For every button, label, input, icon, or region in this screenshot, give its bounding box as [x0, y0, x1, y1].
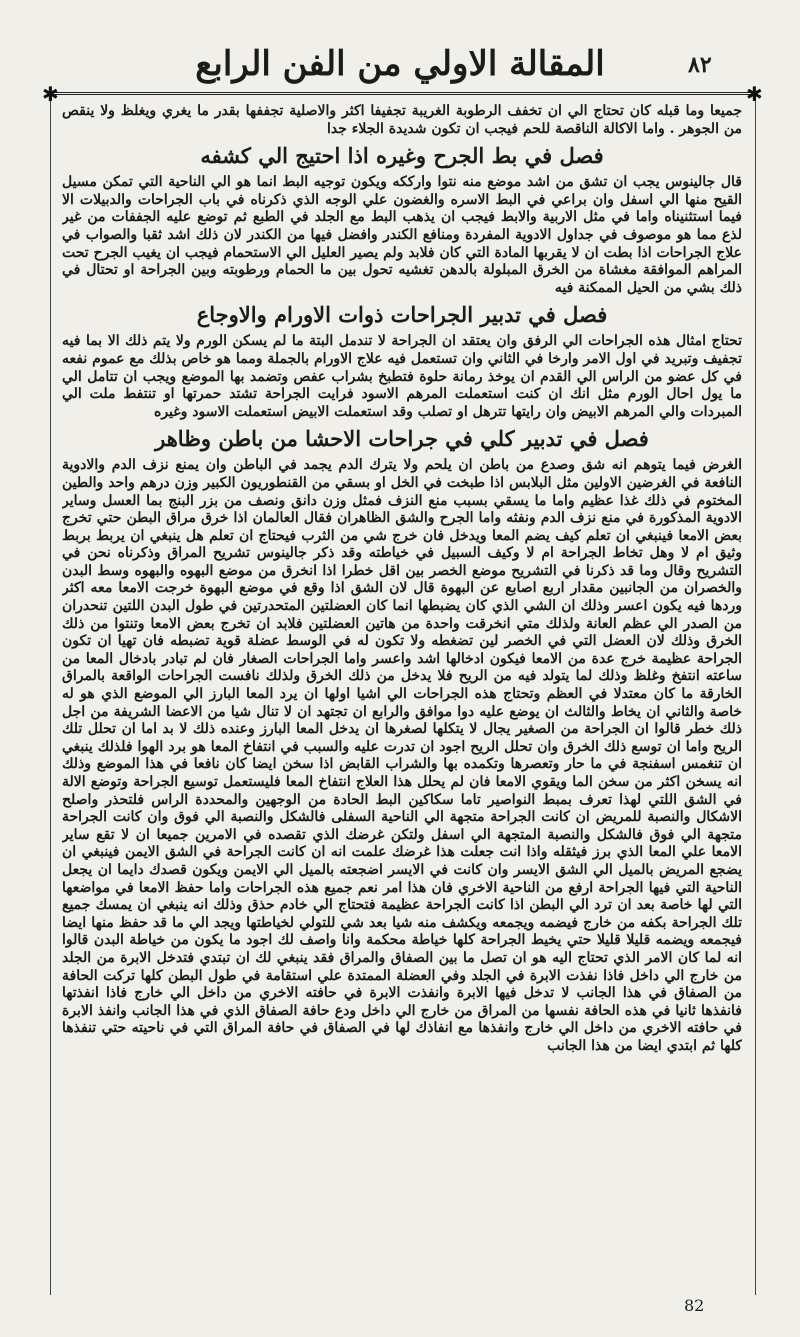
section-paragraph: تحتاج امثال هذه الجراحات الي الرفق وان يعتقد ان الجراحة لا تندمل البتة ما لم يسكن الورم ولا يتم ذلك الا بما فيه تجفيف وتبريد في اول الامر وارخا في الثاني وان تستعمل فيه علاج الاورام بالجملة ومما هو خاص بذلك مع عموم نفعه في كل عضو من الراس الي القدم ان يوخذ رمانة حلوة فتطبخ بشراب عفص وتضمد بها الموضع ويجب ان تتامل الي ما يول احال الورم مثل انك ان كنت استعملت المرهم الاسود فرايت الجراحة تشتد حمرتها او تنتفط ملت الي المبردات والي المرهم الابيض وان رايتها تترهل او تصلب وقد استعملت الابيض استعملت الاسود وغيره [62, 333, 742, 420]
body-text [62, 103, 742, 1283]
ornament-star-icon: ✱ [746, 82, 763, 106]
section-paragraph: قال جالينوس يجب ان تشق من اشد موضع منه نتوا وارككه ويكون توجيه البط انما هو الي الناحية التي تمكن مسيل القيح منها الي اسفل وان براعي في البط الاسره والغضون علي الوجه الذي ذكرناه في باب الجراحات والدبيلات الا فيما استثنيناه واما في مثل الاربية والابط فيجب ان يذهب البط مع الجلد في الطبع ثم توضع عليه الجففات من غير لذع مما هو موصوف في جداول الادوية المفردة ومنافع الكندر وافضل فيها من الكندر لان ذلك اشد ثقبا والصواب في علاج الجراحات اذا بطت ان لا يقربها المادة التي كان فلابد ولم يصير العليل الي الاستحمام فيجب ان يغيب الجرح تحت المراهم الموافقة مغشاة من الخرق المبلولة بالدهن تغشيه تحول بين ما الحمام ورطوبته وبين الجراحة او تحتال في ذلك بشي من الحيل الممكنة فيه [62, 174, 742, 296]
section-heading: فصل في تدبير كلي في جراحات الاحشا من باطن وظاهر [155, 426, 649, 452]
intro-paragraph: جميعا وما قبله كان تحتاج الي ان تخفف الرطوبة الغريبة تجفيفا اكثر والاصلية تجففها بقدر ما يغري ويغلظ ولا ينقص من الجوهر . واما الاكالة الناقصة للحم فيجب ان تكون شديدة الجلاء جدا [62, 103, 742, 137]
page-number-bottom: 82 [684, 1296, 705, 1315]
section-heading: فصل في تدبير الجراحات ذوات الاورام والاوجاع [196, 302, 608, 328]
section-paragraph: الغرض فيما يتوهم انه شق وصدع من باطن ان يلحم ولا يترك الدم يجمد في الباطن وان يمنع نزف الدم والادوية النافعة في الغرضين الاولين مثل البلابس اذا طبخت في الخل او بسقي من القنطوريون الكبير وزن درهم واحد والطين المختوم في ذلك غذا عظيم واما ما يسقي بسبب منع النزف فمثل وزن دانق ونصف من بزر البنج بما العسل وساير الادوية المذكورة في منع نزف الدم ونفثه واما الجرح والشق الظاهران فقال العالمان اذا خرق مراق البطن حتي تخرج بعض الامعا فينبغي ان تعلم كيف يضم المعا ويدخل فان خرج شي من الثرب فيحتاج ان تعلم هل ينبغي ان يربط بربط وثيق ام لا وهل تخاط الجراحة ام لا وكيف السبيل في خياطته وقد ذكر جالينوس تشريح المراق وذكرناه نحن في التشريح وقال وما قد ذكرنا في التشريح موضع الخصر بين اقل خطرا اذا انخرق من موضع البهوه والبهوه وسط البدن والخصران من الجانبين مقدار اربع اصابع عن البهوة قال لان الشق اذا وقع في موضع البهوة خرجت الامعا معه اكثر وردها فيه يكون اعسر وذلك ان الشي الذي كان يضبطها انما كان العضلتين المتحدرتين في طول البدن اللتين تنحدران من الصدر الي عظم العانة ولذلك متي انخرقت واحدة من هاتين العضلتين فلابد ان تخرج بعض الامعا وتنتوا من ذلك الخرق وذلك لان العضل التي في الخصر لين تضغطه ولا تكون له في الوسط عضلة قوية تضبطه فان تهيا ان تكون الجراحة عظيمة خرج عدة من الامعا فيكون ادخالها اشد واعسر واما الجراحات الصغار فان لم تبادر بادخال المعا من ساعته انتفخ وغلظ وذلك لما يتولد فيه من الريح فلا يدخل من ذلك الخرق ولذلك نافست الجراحات الواقعة بالمراق الخارقة ما كان معتدلا في العظم وتحتاج هذه الجراحات الي اشيا اولها ان يرد المعا البارز الي الموضع الذي هو له خاصة والثاني ان يخاط والثالث ان يوضع عليه دوا موافق والرابع ان تجتهد ان لا تنال شيا من الاعضا الشريفة من اجل ذلك خطر قالوا ان الجراحة من الصغير يجال لا يتكلها لصغرها ان يدخل المعا البارز وعنده ذلك لا بد اما ان تحلل تلك الريح واما ان توسع ذلك الخرق وان تحلل الريح اجود ان تدرت عليه والسبب في انتفاخ المعا هو برد الهوا فلذلك ينبغي ان تنغمس اسفنجة في ما حار وتعصرها وتكمده بها والشراب القابض اذا سخن ايضا كان نافعا في هذا الموضع وذلك انه يسخن اكثر من سخن الما ويقوي الامعا فان لم يحلل هذا العلاج انتفاخ المعا فليستعمل توسيع الجراحة وتوضع الالة في الشق اللتي لهذا تعرف بمبط النواصير تاما سكاكين البط الحادة من الوجهين والمحددة الراس فلتحذر واصلح الاشكال والنصبة للمريض ان كانت الجراحة متجهة الي الناحية السفلى فالشكل والنصبة الي فوق وان كانت الجراحة متجهة الي فوق فالشكل والنصبة المتجهة الي اسفل ولتكن غرضك الذي تقصده في الامرين جميعا ان لا تقع ساير الامعا علي المعا الذي برز فيثقله واذا انت جعلت هذا غرضك علمت انه ان كانت الجراحة في الشق الايمن فينبغي ان يضجع المريض بالميل الي الشق الايسر وان كانت في الايسر اضجعته بالميل الي الايمن ويكون قصدك دايما ان يجعل الناحية التي فيها الجراحة ارفع من الناحية الاخري فان هذا امر نعم جميع هذه الجراحات واما حفظ الامعا في مواضعها التي لها خاصة بعد ان ترد الي البطن اذا كانت الجراحة عظيمة فتحتاج الي خادم حذق وذلك انه ينبغي ان يمسك جميع تلك الجراحة بكفه من خارج فيضمه ويجمعه ويكشف منه شيا بعد شي للتولي لخياطتها ويجد الي ما قد حفظ منها ايضا فيجمعه ويضمه قليلا قليلا حتي يخيط الجراحة كلها خياطة محكمة وانا واصف لك اجود ما يكون من خياطة البدن قالوا انه لما كان الامر الذي تحتاج اليه هو ان تصل ما بين الصفاق والمراق فقد ينبغي لك ان تبتدي فتدخل الابرة من الجلد من خارج الي داخل فاذا نفذت الابرة في الجلد وفي العضلة الممتدة علي استقامة في طول البطن كلها تركت الحافة من الصفاق في هذا الجانب لا تدخل فيها الابرة وانفذت الابرة في حافته الاخري من داخل الي خارج فاذا انفذتها فانفذها ثانيا في هذه الحافة نفسها من المراق من خارج الي داخل ودع حافة الصفاق الذي في هذا الجانب وانفذ الابرة في حافته الاخري من داخل الي خارج وانفذها مع انفاذك لها في الصفاق في حافة المراق التي في ناحيته حتي تنفذها كلها ثم ابتدي ايضا من هذا الجانب [62, 457, 742, 1054]
section-heading: فصل في بط الجرح وغيره اذا احتيج الي كشفه [200, 143, 604, 169]
ornament-star-icon: ✱ [42, 82, 59, 106]
page-number-top: ٨٢ [688, 52, 712, 78]
running-title: المقالة الاولي من الفن الرابع [195, 44, 605, 84]
